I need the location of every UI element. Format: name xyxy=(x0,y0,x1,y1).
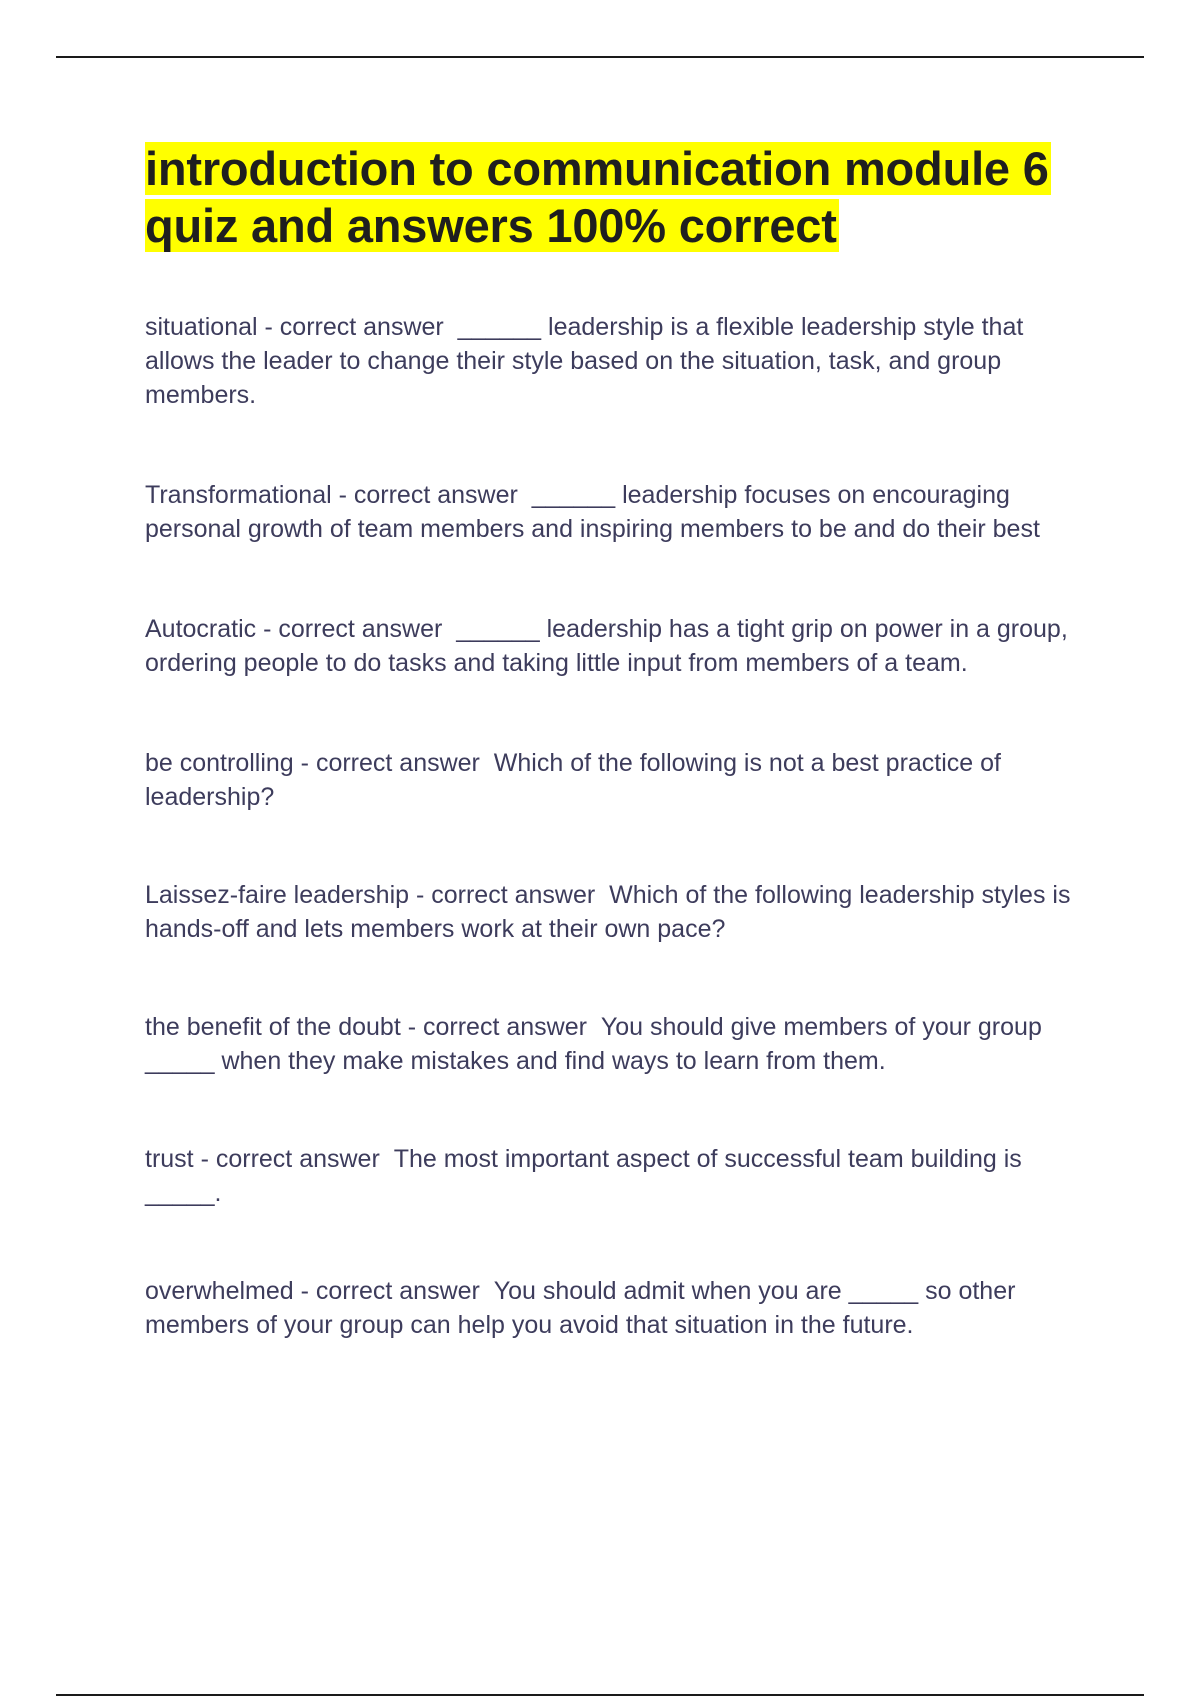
qa-item xyxy=(145,746,1095,814)
qa-answer-label: correct answer xyxy=(315,1277,480,1305)
qa-item xyxy=(145,478,1095,546)
document-content xyxy=(145,140,1095,1342)
qa-answer: situational xyxy=(145,313,258,341)
qa-answer: Laissez-faire leadership xyxy=(145,881,410,909)
qa-question: Which of the following leadership styles is hands-off and lets members work at their own pace? xyxy=(145,881,1071,943)
qa-item xyxy=(145,612,1095,680)
qa-answer: trust xyxy=(145,1145,194,1173)
qa-answer-label: correct answer xyxy=(215,1145,380,1173)
qa-answer-label: correct answer xyxy=(278,615,443,643)
qa-separator: - xyxy=(409,881,432,909)
qa-item xyxy=(145,1142,1095,1210)
qa-item xyxy=(145,1274,1095,1342)
qa-answer-label: correct answer xyxy=(353,481,518,509)
qa-separator: - xyxy=(293,749,316,777)
qa-answer: be controlling xyxy=(145,749,294,777)
qa-list xyxy=(145,310,1095,1342)
qa-item xyxy=(145,310,1095,412)
top-rule xyxy=(56,56,1144,58)
qa-separator: - xyxy=(193,1145,216,1173)
qa-separator: - xyxy=(400,1013,423,1041)
qa-answer: Autocratic xyxy=(145,615,257,643)
qa-answer: overwhelmed xyxy=(145,1277,294,1305)
qa-answer: the benefit of the doubt xyxy=(145,1013,401,1041)
qa-answer: Transformational xyxy=(145,481,332,509)
qa-question: Which of the following is not a best practice of leadership? xyxy=(145,749,1001,811)
qa-answer-label: correct answer xyxy=(279,313,444,341)
qa-question: You should give members of your group _____ when they make mistakes and find ways to learn from them. xyxy=(145,1013,1042,1075)
qa-item xyxy=(145,878,1095,946)
document-title xyxy=(145,140,1095,254)
qa-answer-label: correct answer xyxy=(315,749,480,777)
qa-question: You should admit when you are _____ so other members of your group can help you avoid that situation in the future. xyxy=(145,1277,1016,1339)
qa-answer-label: correct answer xyxy=(431,881,596,909)
qa-question: The most important aspect of successful team building is _____. xyxy=(145,1145,1022,1207)
document-title-highlight: introduction to communication module 6 quiz and answers 100% correct xyxy=(145,142,1049,252)
qa-question: ______ leadership is a flexible leadership style that allows the leader to change their style based on the situation, task, and group members. xyxy=(145,313,1024,409)
qa-separator: - xyxy=(257,313,280,341)
qa-answer-label: correct answer xyxy=(422,1013,587,1041)
qa-separator: - xyxy=(293,1277,316,1305)
qa-separator: - xyxy=(331,481,354,509)
bottom-rule xyxy=(56,1694,1144,1696)
qa-separator: - xyxy=(256,615,279,643)
qa-question: ______ leadership has a tight grip on power in a group, ordering people to do tasks and taking little input from members of a team. xyxy=(145,615,1068,677)
qa-item xyxy=(145,1010,1095,1078)
qa-question: ______ leadership focuses on encouraging personal growth of team members and inspiring members to be and do their best xyxy=(145,481,1040,543)
